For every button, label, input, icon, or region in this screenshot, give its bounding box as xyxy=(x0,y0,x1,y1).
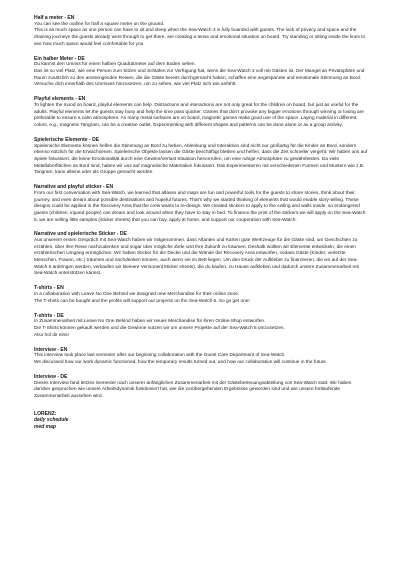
footer-item-med-map: med map xyxy=(34,423,56,430)
section-title: Playful elements - EN xyxy=(34,96,86,103)
section-body: Aus unserem ersten Gespräch mit Sea-Watch haben wir mitgenommen, dass Atlanten und Karten gute Werkzeuge für die Gäste sind, um Geschichten zu erzählen, über ihre Reise nachzudenken und sogar über mögliche Ziele und Ihre Zukunft zu träumen. Deshalb wollten wir Elemente entwickeln, die einen erzählerischen Umgang ermöglichen. Wir haben Sticker für die Decke und die Wände der Recovery Area entworfen, sodass Gäste (Kinder, verletzte Menschen, Frauen, etc.) träumen und nachdenken können, auch wenn sie im Bett liegen. Um den Druck der Aufkleber zu finanzieren, die wir auf der Sea-Watch 5 anbringen werden, verkaufen wir kleinere Versionen(Sticker sheets), die du kaufen, zu Hause aufkleben und dadurch unsere Zusammenarbeit mit Sea-Watch unterstützen kannst. xyxy=(34,238,359,277)
section-body: You can see the outline for half a square meter on the ground. This is as much space as one person can have to sit and sleep when the Sea-Watch 3 is fully boarded with guests. The lack of privacy and space and the draining journeys the guests already went through to get there, are creating a tense and emotional situation on board. Try standing or sitting inside the lines to see how much space would feel comfortable for you. xyxy=(34,21,366,47)
section-title: T-shirts - DE xyxy=(34,312,64,319)
section-body: In a collaboration with Leave No One Behind we designed new Merchandise for their online store. The T-shirts can be bought and the profits will support our projects on the Sea-Watch 5. So go get one! xyxy=(34,292,250,304)
section-title: Spielerische Elemente - DE xyxy=(34,136,100,143)
section-halber-meter-de xyxy=(34,56,369,89)
section-interview-en xyxy=(34,347,369,367)
section-t-shirts-en xyxy=(34,285,369,305)
section-body: In Zusammenarbeit mit Leave No One Behind haben wir neues Merchandise für ihren Online-Shop entworfen. Die T-Shirts können gekauft werden und die Gewinne nutzen wir um unsere Projekte auf der Sea-Watch 5 umzusetzen. Also hol dir eins! xyxy=(34,319,285,338)
document-page xyxy=(34,15,369,431)
section-body: To lighten the mood on board, playful elements can help. Distractions and interactions are not only great for the children on board, but just as useful for the adults. Playful elements let the guests stay busy and help the time pass quicker. Games that don't provoke any bigger emotions through winning or losing are preferable to ensure a calm atmosphere. As many metal surfaces are on board, magnetic games make good use of the space. Laying material in different colors, e.g., magnetic Tangram, can be a creative outlet. Experimenting with different shapes and patterns can be done alone or as a group activity. xyxy=(34,103,364,128)
section-t-shirts-de xyxy=(34,313,369,340)
section-spielerische-elemente-de xyxy=(34,137,369,177)
section-title: Interview - EN xyxy=(34,346,68,353)
section-narrative-sticker-en xyxy=(34,184,369,224)
section-playful-elements-en xyxy=(34,96,369,129)
section-body: This interview took place last semester after our beginning collaboration with the Guest Care Department of Sea-Watch. We discussed how our work dynamic functioned, how the temporary results turned out, and how our collaboration will continue in the future. xyxy=(34,353,328,365)
section-title: Narrative and playful sticker - EN xyxy=(34,184,114,191)
section-body: Spielerische Elemente können helfen die Stimmung an Bord zu heben. Ablenkung und Interaktion sind nicht nur großartig für die Kinder an Bord, sondern ebenso nützlich für die Erwachsenen. Spielerische Objekte lassen die Gäste beschäftigt bleiben und helfen, dass die Zeit schneller vergeht. Wir haben uns auf Spiele fokussiert, die keine Emotionalität durch eine Gewinn/Verlust Situation hervorrufen, um eine ruhige Atmosphäre zu gewährleisten. Da viele Metalloberflächen an Bord sind, haben wir uns auf magnetische Materialien fokussiert. Das Experimentieren mit verschiedenen Formen und Mustern wie z.B. Tangram, kann alleine oder als Gruppe gemacht werden. xyxy=(34,143,368,176)
footer-item-daily-schedule: daily schedule xyxy=(34,417,69,424)
section-title: Interview - DE xyxy=(34,373,68,380)
section-half-a-meter-en xyxy=(34,15,369,48)
author-name: LORENZ: xyxy=(34,410,57,417)
section-body: Du kannst den Umriss für einen halben Quadratmeter auf dem Boden sehen. Das ist so viel Platz, wie eine Person zum Sitzen und Schlafen zur Verfügung hat, wenn die Sea-Watch 3 voll mit Gästen ist. Der Mangel an Privatsphäre und Raum zusätzlich zu den anstrengenden Reisen, die die Gäste bereits durchgemacht haben, schaffen eine angespannte und emotionale Stimmung an Bord. Versuche dich innerhalb des Umrisses hinzusetzen, um zu sehen, wie viel Platz sich wie anfühlt. xyxy=(34,62,365,88)
section-title: T-shirts - EN xyxy=(34,285,64,292)
section-narrative-sticker-de xyxy=(34,231,369,278)
section-title: Ein halber Meter - DE xyxy=(34,55,85,62)
section-title: Narrative und spielerische Sticker - DE xyxy=(34,231,127,238)
section-body: From our first conversation with Sea-Watch, we learned that atlases and maps are fun and powerful tools for the guests to share stories, think about their journey, and even dream about possible destinations and hopeful futures. That's why we started thinking of elements that would enable story-telling. These designs could be applied in the Recovery Area that the crew wants to re-design. We created stickers to apply to the ceiling and walls inside, so endangered guests (children, injured people) can dream and look around when they have to stay in bed. To finance the print of the stickers we will apply on the Sea-Watch 5, we are selling little samples (sticker sheets) that you can buy, apply at home, and support our cooperation with Sea-Watch. xyxy=(34,190,366,223)
author-footer xyxy=(34,411,369,431)
section-body: Dieses Interview fand letztes Semester nach unserer anfänglichen Zusammenarbeit mit der Gästebetreuungsabteilung von Sea-Watch statt. Wir haben darüber gesprochen wie unsere Arbeitsdynamik funktioniert hat, wie die vorübergehenden Ergebnisse geworden sind und wie unsere fortlaufende Zusammenarbeit aussehen wird. xyxy=(34,380,352,399)
section-title: Half a meter - EN xyxy=(34,15,75,21)
section-interview-de xyxy=(34,374,369,401)
